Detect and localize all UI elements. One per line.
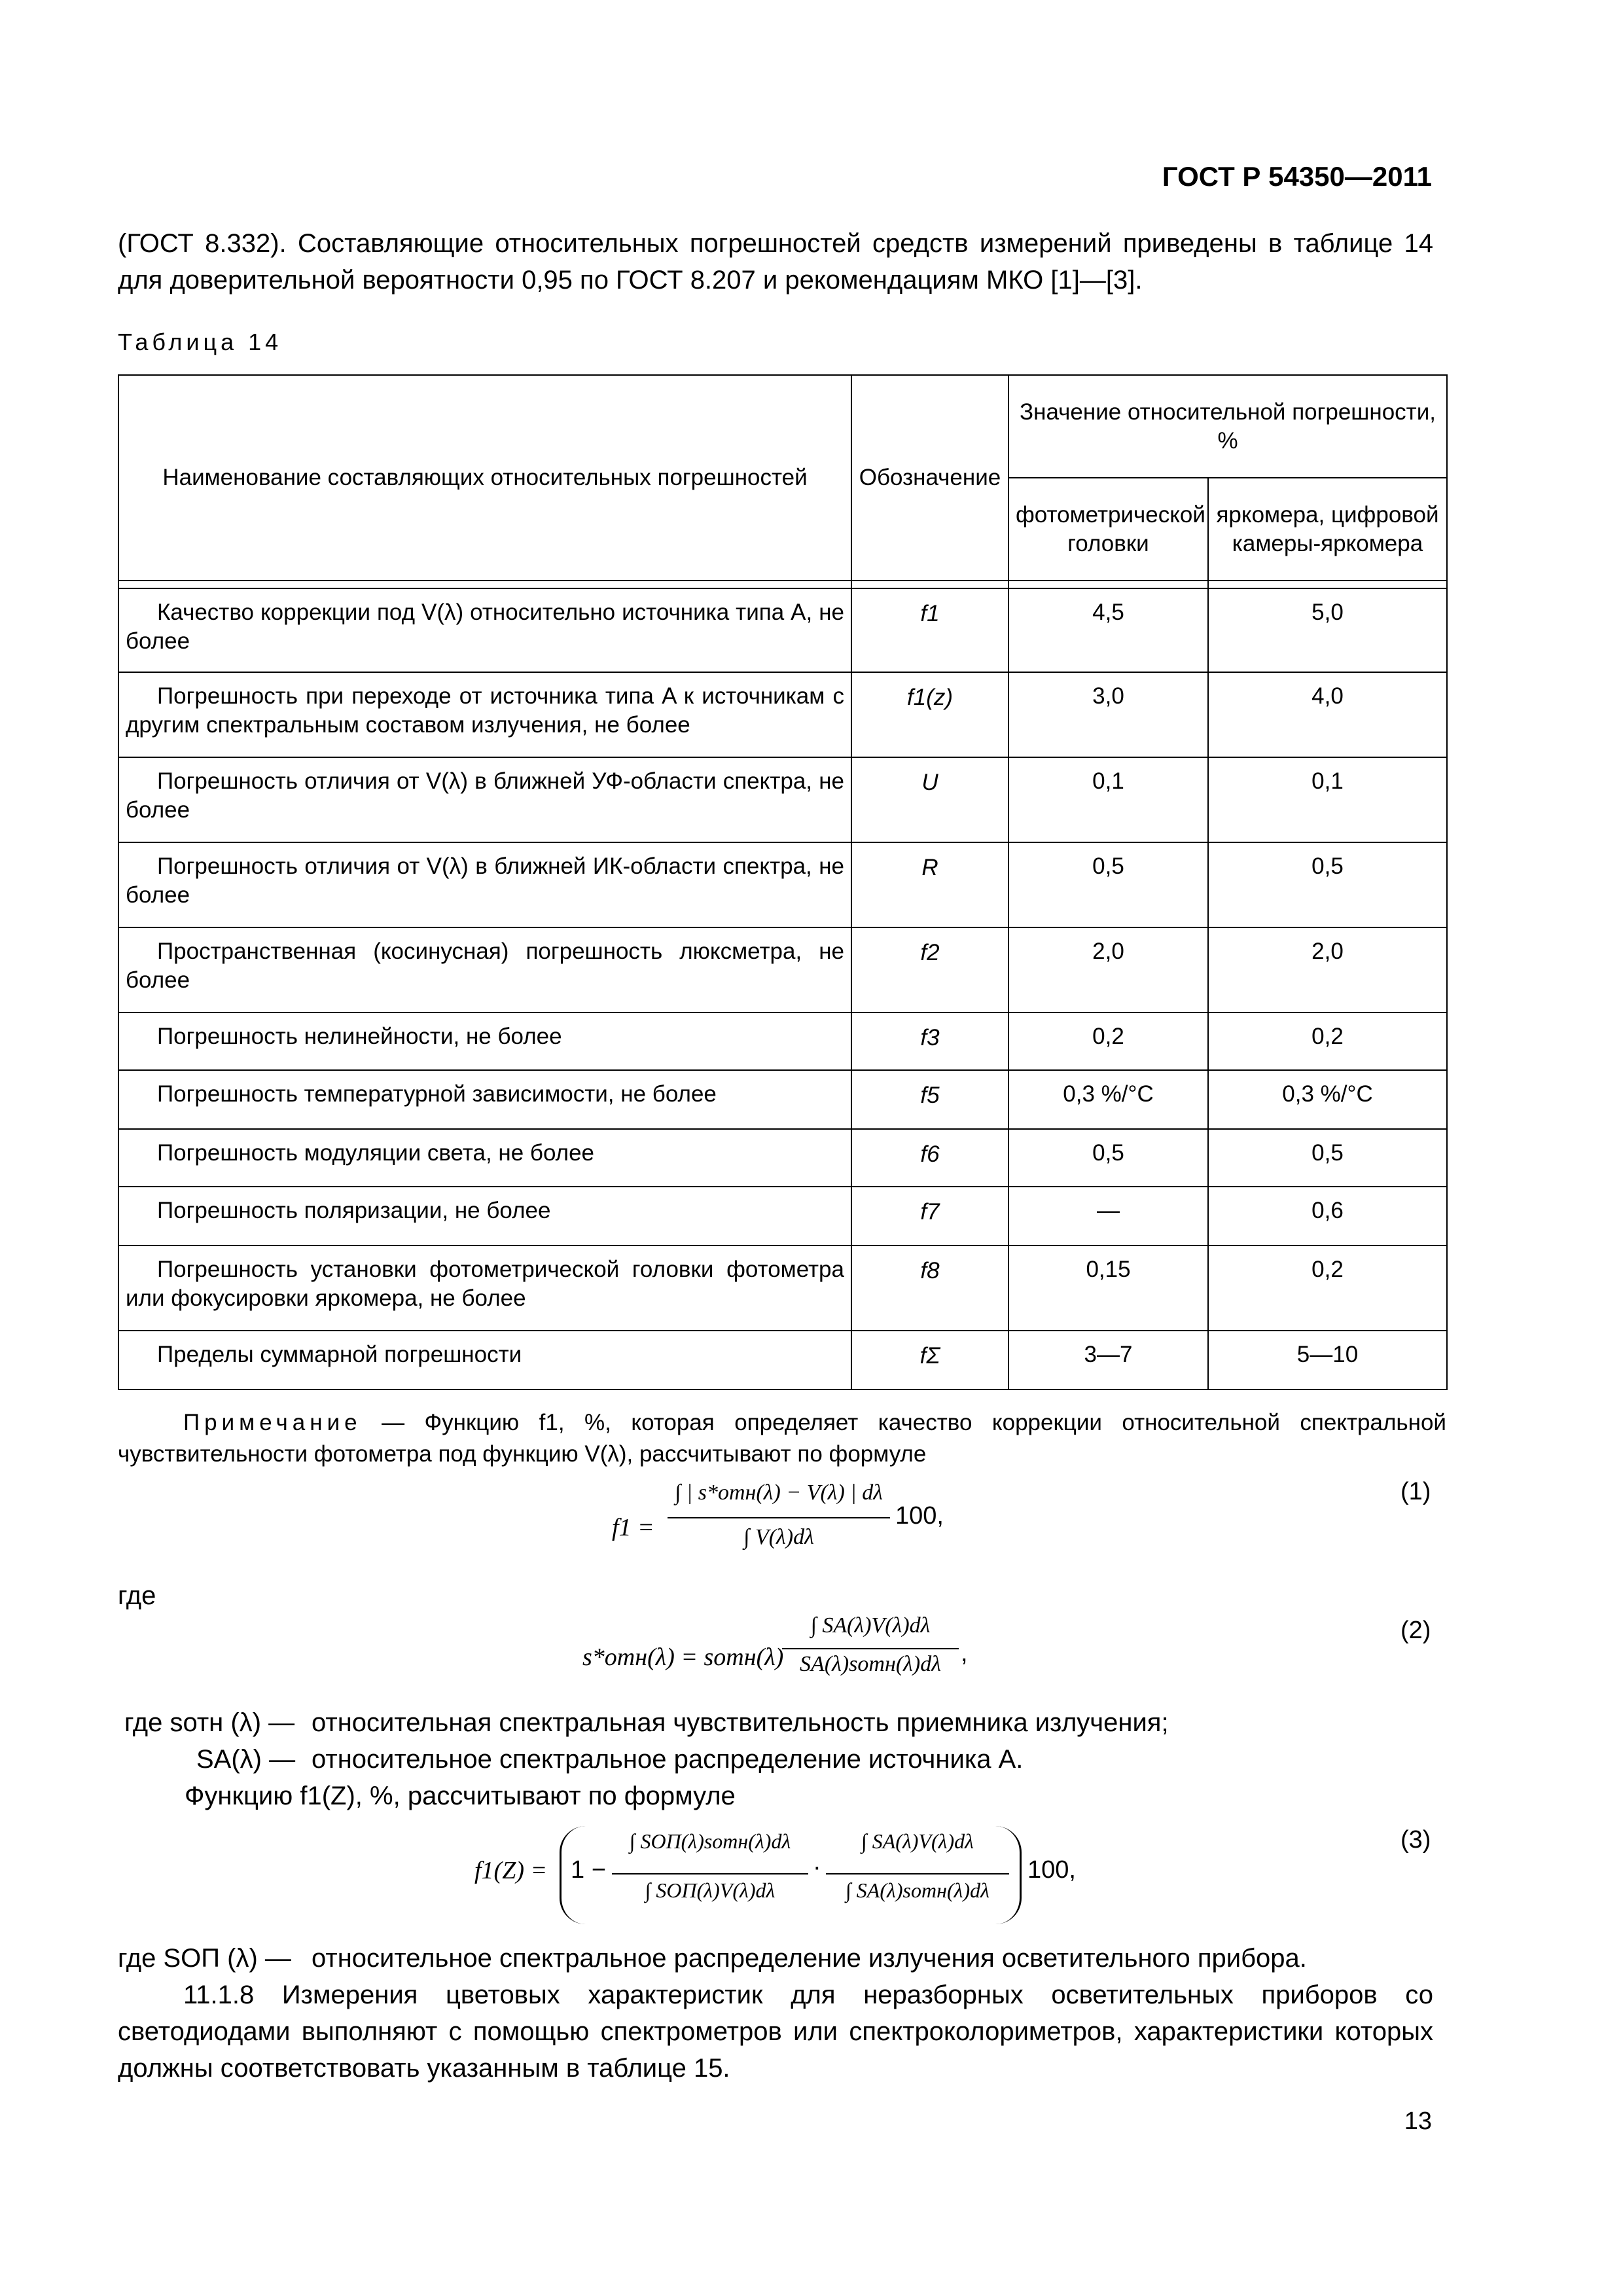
formula-2-numerator: ∫ SA(λ)V(λ)dλ [810,1613,931,1638]
formula-1-denominator: ∫ V(λ)dλ [743,1525,814,1549]
definition-2-term: SA(λ) — [196,1745,296,1774]
formula-1-numerator: ∫ | s*отн(λ) − V(λ) | dλ [675,1480,883,1505]
table-row [118,672,1447,757]
row-name: Погрешность установки фотометрической головки фотометра или фокусировки яркомера, не более [118,1246,851,1331]
table-row [118,1246,1447,1331]
formula-2-tail: , [961,1640,968,1667]
note-text: — Функцию f1, %, которая определяет качество коррекции относительной спектральной чувствительности фотометра под функцию V(λ), рассчитывают по формуле [118,1410,1446,1467]
row-name: Пространственная (косинусная) погрешность люксметра, не более [118,927,851,1013]
row-name: Погрешность отличия от V(λ) в ближней ИК-области спектра, не более [118,842,851,927]
table-row [118,1331,1447,1390]
header-value-group: Значение относительной погрешности, % [1008,375,1447,478]
row-photometric: 0,1 [1008,757,1208,842]
row-photometric: 0,3 %/°C [1008,1070,1208,1129]
row-symbol: f6 [851,1129,1008,1187]
definition-3-text: относительное спектральное распределение излучения осветительного прибора. [312,1944,1307,1973]
row-photometric: 0,15 [1008,1246,1208,1331]
error-components-table [118,374,1448,1390]
header-name: Наименование составляющих относительных погрешностей [118,375,851,581]
row-symbol: U [851,757,1008,842]
row-luminance: 0,2 [1208,1013,1447,1070]
row-luminance: 2,0 [1208,927,1447,1013]
formula-3-denominator-b: ∫ SA(λ)sотн(λ)dλ [846,1878,990,1902]
intro-paragraph: (ГОСТ 8.332). Составляющие относительных погрешностей средств измерений приведены в таблице 14 для доверительной вероятности 0,95 по ГОСТ 8.207 и рекомендациям МКО [1]—[3]. [118,229,1433,295]
table-row [118,842,1447,927]
definition-1-text: относительная спектральная чувствительность приемника излучения; [312,1708,1169,1737]
row-name: Пределы суммарной погрешности [118,1331,851,1390]
row-luminance: 0,2 [1208,1246,1447,1331]
document-code-header: ГОСТ Р 54350—2011 [1162,161,1432,192]
formula-1-number: (1) [1400,1478,1431,1505]
section-11-1-8-paragraph: 11.1.8 Измерения цветовых характеристик для неразборных осветительных приборов со светодиодами выполняют с помощью спектрометров или спектроколориметров, характеристики которых должны соответствовать указанным в таблице 15. [118,1981,1433,2083]
row-symbol: f2 [851,927,1008,1013]
row-luminance: 0,3 %/°C [1208,1070,1447,1129]
table-row [118,757,1447,842]
row-luminance: 5—10 [1208,1331,1447,1390]
row-luminance: 4,0 [1208,672,1447,757]
where-label: где [118,1581,156,1610]
row-photometric: 2,0 [1008,927,1208,1013]
page-number: 13 [1404,2108,1432,2135]
header-photometric: фотометрической головки [1008,478,1208,581]
table-row [118,588,1447,672]
row-name: Погрешность поляризации, не более [118,1187,851,1246]
formula-1-tail: 100, [895,1502,944,1530]
formula-3-number: (3) [1400,1826,1431,1854]
row-photometric: 0,2 [1008,1013,1208,1070]
formula-1-lhs: f1 = [612,1514,654,1541]
formula-3-numerator-a: ∫ SОП(λ)sотн(λ)dλ [629,1829,791,1853]
row-symbol: f7 [851,1187,1008,1246]
definition-2-text: относительное спектральное распределение источника A. [312,1745,1024,1774]
table-row [118,1129,1447,1187]
header-luminance: яркомера, цифровой камеры-яркомера [1208,478,1447,581]
row-name: Погрешность нелинейности, не более [118,1013,851,1070]
row-photometric: 3,0 [1008,672,1208,757]
row-photometric: 3—7 [1008,1331,1208,1390]
note-label: Примечание [183,1410,362,1435]
row-photometric: 0,5 [1008,842,1208,927]
formula-3-fraction-bar-a [612,1873,808,1874]
row-symbol: f1 [851,588,1008,672]
formula-3-fraction-bar-b [826,1873,1009,1874]
header-symbol: Обозначение [851,375,1008,581]
function-intro: Функцию f1(Z), %, рассчитывают по формуле [185,1782,736,1810]
row-luminance: 5,0 [1208,588,1447,672]
table-row [118,1070,1447,1129]
formula-2-lhs: s*отн(λ) = sотн(λ) [582,1643,784,1671]
table-note [118,1407,1446,1470]
row-name: Погрешность при переходе от источника типа A к источникам с другим спектральным составом излучения, не более [118,672,851,757]
row-photometric: — [1008,1187,1208,1246]
row-symbol: f3 [851,1013,1008,1070]
definition-3-term: где SОП (λ) — [118,1944,291,1973]
definition-1-term: где sотн (λ) — [124,1708,295,1737]
row-luminance: 0,6 [1208,1187,1447,1246]
formula-2-number: (2) [1400,1617,1431,1644]
row-luminance: 0,1 [1208,757,1447,842]
row-symbol: R [851,842,1008,927]
formula-3-dot: · [813,1854,821,1881]
table-row [118,1013,1447,1070]
row-name: Погрешность модуляции света, не более [118,1129,851,1187]
row-name: Качество коррекции под V(λ) относительно источника типа A, не более [118,588,851,672]
formula-3-lhs: f1(Z) = [474,1857,548,1884]
row-photometric: 4,5 [1008,588,1208,672]
row-name: Погрешность отличия от V(λ) в ближней УФ-области спектра, не более [118,757,851,842]
row-name: Погрешность температурной зависимости, не более [118,1070,851,1129]
row-luminance: 0,5 [1208,1129,1447,1187]
table-caption: Таблица 14 [118,329,283,355]
formula-3-one-minus: 1 − [571,1856,606,1884]
row-luminance: 0,5 [1208,842,1447,927]
row-symbol: fΣ [851,1331,1008,1390]
table-row [118,927,1447,1013]
table-row [118,1187,1447,1246]
formula-2-denominator: SA(λ)sотн(λ)dλ [800,1652,941,1676]
row-symbol: f8 [851,1246,1008,1331]
row-photometric: 0,5 [1008,1129,1208,1187]
row-symbol: f1(z) [851,672,1008,757]
formula-3-numerator-b: ∫ SA(λ)V(λ)dλ [861,1829,974,1853]
row-symbol: f5 [851,1070,1008,1129]
formula-2-fraction-bar [782,1648,959,1649]
formula-3-tail: 100, [1027,1856,1076,1884]
formula-1-fraction-bar [668,1517,890,1518]
formula-3-denominator-a: ∫ SОП(λ)V(λ)dλ [645,1878,776,1902]
